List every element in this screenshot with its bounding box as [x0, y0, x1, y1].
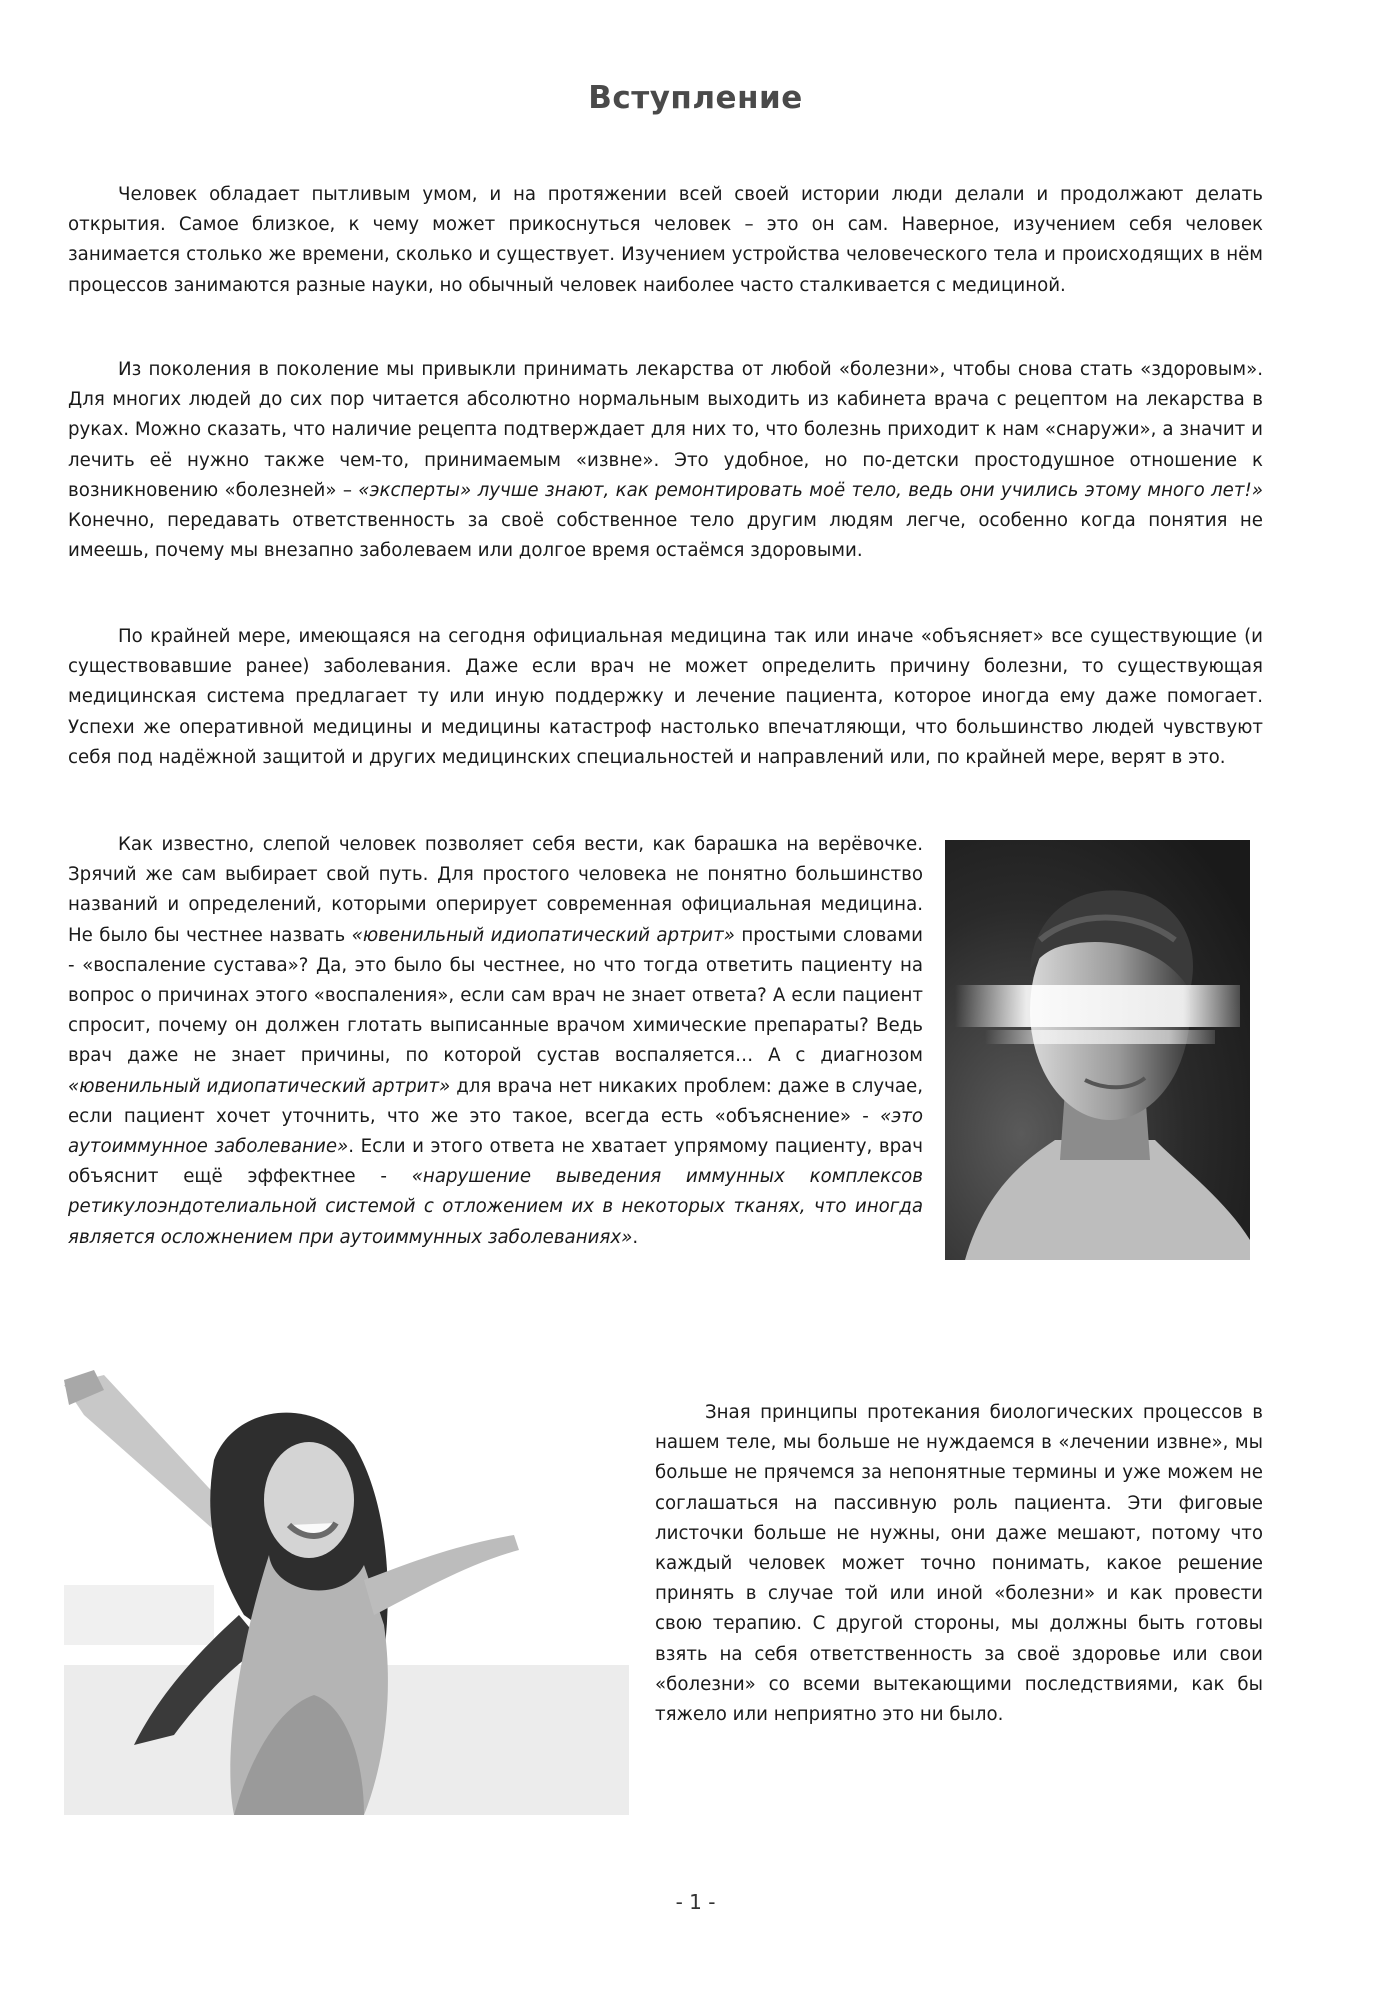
- paragraph-5: [655, 1398, 1263, 1730]
- paragraph-4-italic4: «нарушение выведения иммунных комплексов ретикулоэндотелиальной системой с отложением их в некоторых тканях, что иногда является осложнением при аутоиммунных заболеваниях»: [68, 1166, 923, 1248]
- page-number: - 1 -: [675, 1890, 716, 1914]
- paragraph-4-italic2: «ювенильный идиопатический артрит»: [68, 1075, 451, 1097]
- paragraph-4-part2: простыми словами - «воспаление сустава»? Да, это было бы честнее, но что тогда ответить пациенту на вопрос о причинах этого «воспаления», если сам врач не знает ответа? А если пациент спросит, почему он должен глотать выписанные врачом химические препараты? Ведь врач даже не знает причины, по которой сустав воспаляется… А с диагнозом: [68, 924, 923, 1067]
- paragraph-4-italic1: «ювенильный идиопатический артрит»: [351, 924, 735, 946]
- paragraph-2-italic: «эксперты» лучше знают, как ремонтировать моё тело, ведь они учились этому много лет!»: [358, 479, 1263, 501]
- paragraph-4-part1: Как известно, слепой человек позволяет себя вести, как барашка на верёвочке. Зрячий же сам выбирает свой путь. Для простого человека не понятно большинство названий и определений, которыми оперирует современная официальная медицина. Не было бы честнее назвать: [68, 834, 923, 946]
- paragraph-4-italic3: «это аутоиммунное заболевание»: [68, 1105, 923, 1158]
- page-title: Вступление: [588, 80, 803, 116]
- paragraph-2: [68, 355, 1263, 566]
- paragraph-4-part4: . Если и этого ответа не хватает упрямому пациенту, врач объяснит ещё эффектнее -: [68, 1136, 924, 1188]
- blindfolded-man-photo: [945, 840, 1250, 1260]
- paragraph-2-part2: Конечно, передавать ответственность за своё собственное тело другим людям легче, особенно когда понятия не имеешь, почему мы внезапно заболеваем или долгое время остаёмся здоровыми.: [68, 510, 1263, 562]
- joyful-woman-photo: [64, 1365, 629, 1815]
- paragraph-4: [68, 830, 923, 1253]
- paragraph-1-text: Человек обладает пытливым умом, и на протяжении всей своей истории люди делали и продолжают делать открытия. Самое близкое, к чему может прикоснуться человек – это он сам. Наверное, изучением себя человек занимается столько же времени, сколько и существует. Изучением устройства человеческого тела и происходящих в нём процессов занимаются разные науки, но обычный человек наиболее часто сталкивается с медициной.: [68, 184, 1263, 296]
- paragraph-3: [68, 622, 1263, 773]
- paragraph-5-text: Зная принципы протекания биологических процессов в нашем теле, мы больше не нуждаемся в «лечении извне», мы больше не прячемся за непонятные термины и уже можем не соглашаться на пассивную роль пациента. Эти фиговые листочки больше не нужны, они даже мешают, потому что каждый человек может точно понимать, какое решение принять в случае той или иной «болезни» и как провести свою терапию. С другой стороны, мы должны быть готовы взять на себя ответственность за своё здоровье или свои «болезни» со всеми вытекающими последствиями, как бы тяжело или неприятно это ни было.: [655, 1402, 1263, 1726]
- paragraph-1: [68, 180, 1263, 301]
- paragraph-3-text: По крайней мере, имеющаяся на сегодня официальная медицина так или иначе «объясняет» все существующие (и существовавшие ранее) заболевания. Даже если врач не может определить причину болезни, то существующая медицинская система предлагает ту или иную поддержку и лечение пациента, которое иногда ему даже помогает. Успехи же оперативной медицины и медицины катастроф настолько впечатляющи, что большинство людей чувствуют себя под надёжной защитой и других медицинских специальностей и направлений или, по крайней мере, верят в это.: [68, 626, 1263, 768]
- paragraph-4-part3: для врача нет никаких проблем: даже в случае, если пациент хочет уточнить, что же это такое, всегда есть «объяснение» -: [68, 1075, 923, 1127]
- paragraph-2-part1: Из поколения в поколение мы привыкли принимать лекарства от любой «болезни», чтобы снова стать «здоровым». Для многих людей до сих пор читается абсолютно нормальным выходить из кабинета врача с рецептом на лекарства в руках. Можно сказать, что наличие рецепта подтверждает для них то, что болезнь приходит к нам «снаружи», а значит и лечить её нужно также чем-то, принимаемым «извне». Это удобное, но по-детски простодушное отношение к возникновению «болезней» –: [68, 359, 1263, 501]
- paragraph-4-part5: .: [632, 1226, 639, 1248]
